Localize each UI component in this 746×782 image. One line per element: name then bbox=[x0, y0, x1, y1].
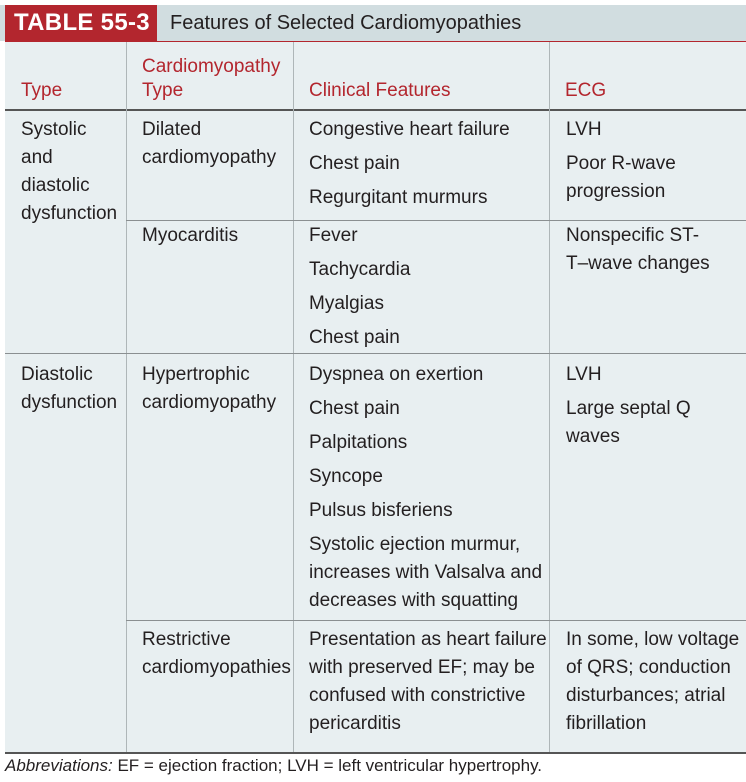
ecg-cell-dilated bbox=[566, 116, 676, 206]
clinical-item: Tachycardia bbox=[309, 259, 411, 280]
row-divider bbox=[126, 620, 746, 621]
cm-line: Restrictive bbox=[142, 629, 231, 650]
clinical-item: Fever bbox=[309, 225, 358, 246]
type-line: Systolic and bbox=[21, 119, 87, 168]
type-cell-diastolic bbox=[21, 361, 121, 417]
cm-line: cardiomyopathy bbox=[142, 392, 277, 413]
clinical-item: Palpitations bbox=[309, 432, 408, 453]
type-line: dysfunction bbox=[21, 392, 118, 413]
clinical-item: Syncope bbox=[309, 466, 383, 487]
cm-line: Myocarditis bbox=[142, 225, 239, 246]
clinical-item: Regurgitant murmurs bbox=[309, 187, 488, 208]
header-ecg: ECG bbox=[565, 80, 607, 101]
table-header bbox=[5, 42, 746, 109]
clinical-item: Presentation as heart failure with preserved EF; may be confused with constrictive pericarditis bbox=[309, 629, 547, 734]
cm-line: cardiomyopathies bbox=[142, 657, 291, 678]
header-clinical-features: Clinical Features bbox=[309, 80, 451, 101]
header-cardiomyopathy-line-1: Cardiomyopathy bbox=[142, 56, 281, 77]
ecg-item: Nonspecific ST- T–wave changes bbox=[566, 225, 710, 274]
table-title: Features of Selected Cardiomyopathies bbox=[170, 12, 522, 34]
clinical-item: Chest pain bbox=[309, 153, 400, 174]
cm-line: Dilated bbox=[142, 119, 202, 140]
cardiomyopathy-cell-dilated bbox=[142, 116, 276, 172]
clinical-item: Congestive heart failure bbox=[309, 119, 510, 140]
clinical-cell-restrictive bbox=[309, 626, 547, 738]
group-divider bbox=[5, 353, 746, 354]
footnote-text: EF = ejection fraction; LVH = left ventricular hypertrophy. bbox=[112, 756, 543, 775]
ecg-cell-restrictive bbox=[566, 626, 739, 738]
type-line: dysfunction bbox=[21, 203, 118, 224]
clinical-item: Dyspnea on exertion bbox=[309, 364, 484, 385]
cardiomyopathy-cell-restrictive bbox=[142, 626, 291, 682]
type-line: diastolic bbox=[21, 175, 90, 196]
ecg-item: LVH bbox=[566, 119, 602, 140]
cm-line: cardiomyopathy bbox=[142, 147, 277, 168]
footnote-label: Abbreviations: bbox=[5, 756, 113, 775]
clinical-cell-myocarditis bbox=[309, 222, 410, 352]
header-divider bbox=[5, 109, 746, 111]
row-divider bbox=[126, 220, 746, 221]
footnote bbox=[5, 756, 542, 776]
ecg-cell-myocarditis bbox=[566, 222, 710, 278]
cardiomyopathy-cell-hypertrophic bbox=[142, 361, 276, 417]
column-divider-3 bbox=[549, 42, 550, 752]
clinical-item: Myalgias bbox=[309, 293, 384, 314]
ecg-cell-hypertrophic bbox=[566, 361, 746, 451]
clinical-item: Chest pain bbox=[309, 398, 400, 419]
cardiomyopathy-cell-myocarditis bbox=[142, 222, 238, 250]
table-number-label: TABLE 55-3 bbox=[5, 5, 157, 41]
clinical-cell-dilated bbox=[309, 116, 510, 212]
clinical-cell-hypertrophic bbox=[309, 361, 542, 615]
column-divider-1 bbox=[126, 42, 127, 752]
ecg-item: Large septal Q waves bbox=[566, 398, 691, 447]
ecg-item: In some, low voltage of QRS; conduction disturbances; atrial fibrillation bbox=[566, 629, 740, 734]
ecg-item: LVH bbox=[566, 364, 602, 385]
cm-line: Hypertrophic bbox=[142, 364, 250, 385]
clinical-item: Pulsus bisferiens bbox=[309, 500, 453, 521]
header-cardiomyopathy-type bbox=[142, 55, 280, 103]
ecg-item: Poor R-wave progression bbox=[566, 153, 676, 202]
header-cardiomyopathy-line-2: Type bbox=[142, 80, 184, 101]
type-cell-systolic-diastolic bbox=[21, 116, 121, 228]
type-line: Diastolic bbox=[21, 364, 93, 385]
clinical-item: Chest pain bbox=[309, 327, 400, 348]
column-divider-2 bbox=[293, 42, 294, 752]
header-type: Type bbox=[21, 80, 63, 101]
table-bottom-rule bbox=[5, 752, 746, 754]
clinical-item: Systolic ejection murmur, increases with Valsalva and decreases with squatting bbox=[309, 534, 543, 611]
